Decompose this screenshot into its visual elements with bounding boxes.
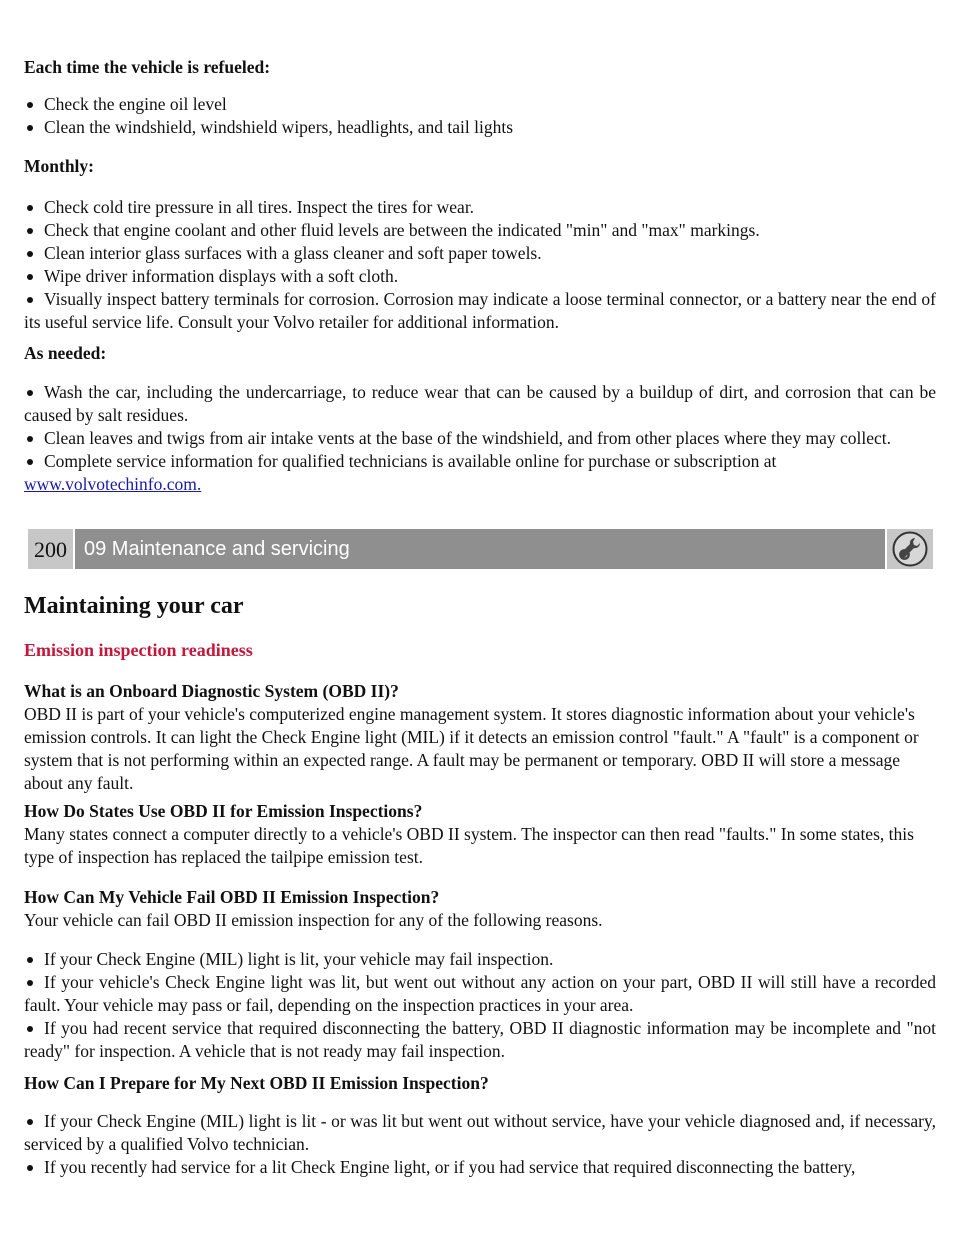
bullet-icon [27, 957, 33, 963]
list-item: Check the engine oil level [24, 93, 936, 116]
list-item: If you recently had service for a lit Check Engine light, or if you had service that required disconnecting the battery, [24, 1156, 936, 1179]
prepare-list [24, 1110, 936, 1179]
question-heading: How Can My Vehicle Fail OBD II Emission Inspection? [24, 887, 440, 907]
bullet-icon [27, 459, 33, 465]
obd-question-block [24, 680, 936, 795]
volvotechinfo-link[interactable]: www.volvotechinfo.com. [24, 474, 202, 494]
monthly-list [24, 196, 936, 334]
question-heading: What is an Onboard Diagnostic System (OBD II)? [24, 681, 399, 701]
answer-text: OBD II is part of your vehicle's computerized engine management system. It stores diagnostic information about your vehicle's emission controls. It can light the Check Engine light (MIL) if it detects an emission control "fault." A "fault" is a component or system that is not performing within an expected range. A fault may be permanent or temporary. OBD II will store a message about any fault. [24, 704, 919, 793]
page-title: Maintaining your car [24, 593, 244, 619]
bullet-icon [27, 102, 33, 108]
chapter-title: 09 Maintenance and servicing [75, 529, 885, 569]
bullet-icon [27, 125, 33, 131]
bullet-icon [27, 1119, 33, 1125]
bullet-icon [27, 436, 33, 442]
section-subtitle: Emission inspection readiness [24, 640, 253, 660]
list-item: Clean the windshield, windshield wipers, headlights, and tail lights [24, 116, 936, 139]
bullet-icon [27, 1165, 33, 1171]
list-item: Wipe driver information displays with a soft cloth. [24, 265, 936, 288]
fail-question-block [24, 886, 936, 932]
list-item: Check that engine coolant and other fluid levels are between the indicated "min" and "max" markings. [24, 219, 936, 242]
list-item: If your vehicle's Check Engine light was lit, but went out without any action on your part, OBD II will still have a recorded fault. Your vehicle may pass or fail, depending on the inspection practices in your area. [24, 972, 936, 1015]
list-item: Clean leaves and twigs from air intake vents at the base of the windshield, and from other places where they may collect. [24, 427, 936, 450]
states-question-block [24, 800, 936, 869]
answer-text: Your vehicle can fail OBD II emission inspection for any of the following reasons. [24, 910, 603, 930]
refuel-list [24, 93, 936, 139]
bullet-icon [27, 228, 33, 234]
question-heading: How Do States Use OBD II for Emission Inspections? [24, 801, 423, 821]
bullet-icon [27, 205, 33, 211]
bullet-icon [27, 1026, 33, 1032]
wrench-gear-icon [887, 529, 933, 569]
list-item: Clean interior glass surfaces with a glass cleaner and soft paper towels. [24, 242, 936, 265]
asneeded-list [24, 381, 936, 496]
prepare-heading: How Can I Prepare for My Next OBD II Emission Inspection? [24, 1073, 489, 1093]
asneeded-heading: As needed: [24, 343, 107, 363]
list-item: If your Check Engine (MIL) light is lit, your vehicle may fail inspection. [24, 948, 936, 971]
bullet-icon [27, 251, 33, 257]
refuel-heading: Each time the vehicle is refueled: [24, 57, 271, 77]
page-number: 200 [28, 529, 73, 569]
bullet-icon [27, 274, 33, 280]
list-item: If your Check Engine (MIL) light is lit - or was lit but went out without service, have your vehicle diagnosed and, if necessary, serviced by a qualified Volvo technician. [24, 1111, 936, 1154]
list-item: Check cold tire pressure in all tires. Inspect the tires for wear. [24, 196, 936, 219]
bullet-icon [27, 297, 33, 303]
monthly-heading: Monthly: [24, 156, 94, 176]
answer-text: Many states connect a computer directly to a vehicle's OBD II system. The inspector can then read "faults." In some states, this type of inspection has replaced the tailpipe emission test. [24, 824, 914, 867]
bullet-icon [27, 980, 33, 986]
chapter-header-bar [28, 529, 933, 569]
list-item: If you had recent service that required disconnecting the battery, OBD II diagnostic information may be incomplete and "not ready" for inspection. A vehicle that is not ready may fail inspection. [24, 1018, 936, 1061]
bullet-icon [27, 390, 33, 396]
list-item: Complete service information for qualified technicians is available online for purchase or subscription at www.volvotechinfo.com. [24, 451, 777, 494]
list-item: Wash the car, including the undercarriage, to reduce wear that can be caused by a buildup of dirt, and corrosion that can be caused by salt residues. [24, 382, 936, 425]
list-item: Visually inspect battery terminals for corrosion. Corrosion may indicate a loose terminal connector, or a battery near the end of its useful service life. Consult your Volvo retailer for additional information. [24, 289, 936, 332]
fail-list [24, 948, 936, 1063]
